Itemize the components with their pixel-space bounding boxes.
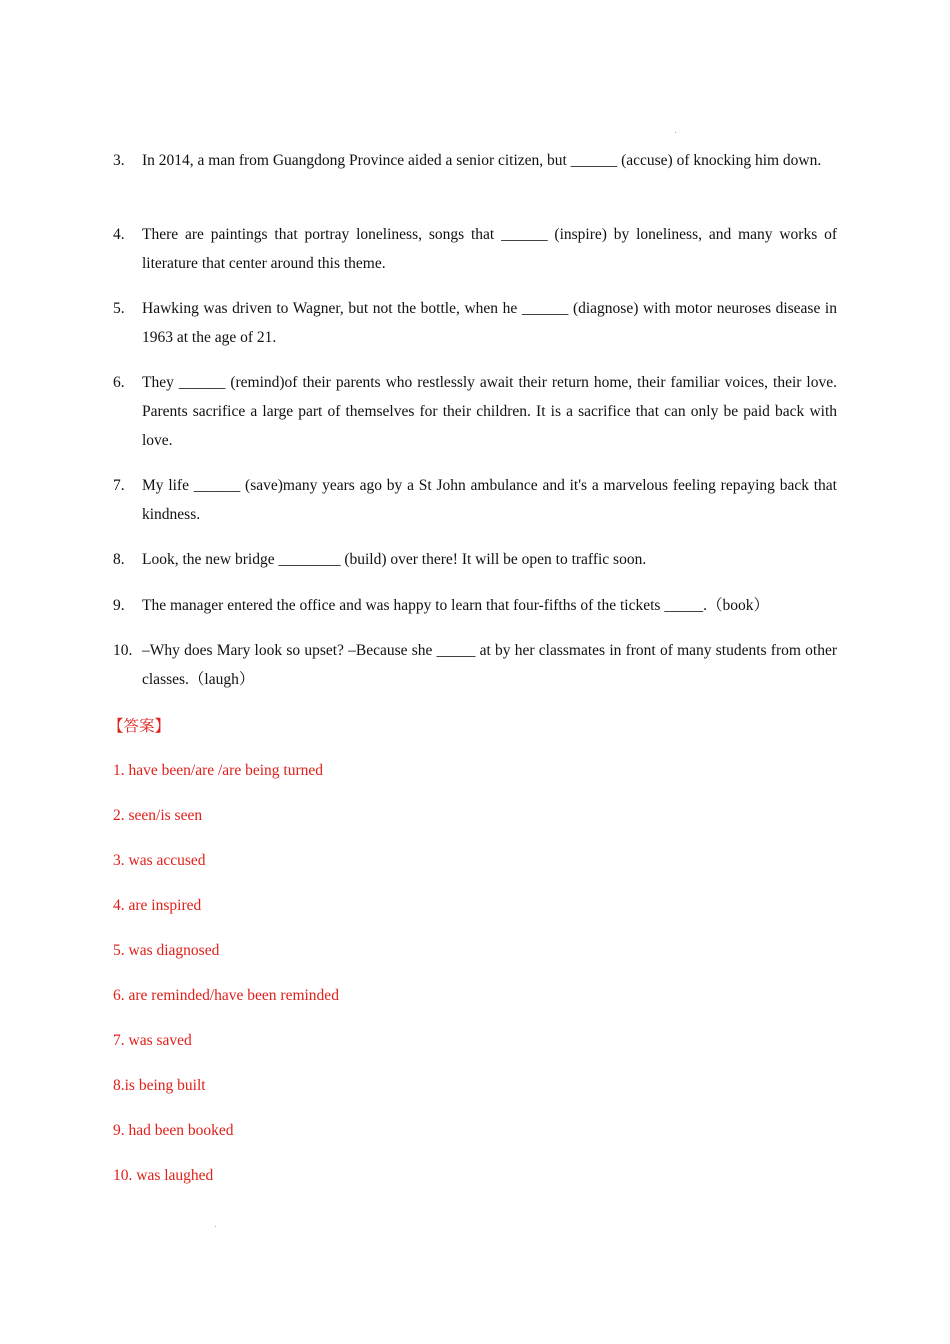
question-8 bbox=[113, 545, 837, 574]
question-5 bbox=[113, 294, 837, 352]
answer-item: 4. are inspired bbox=[113, 897, 202, 914]
answer-item: 6. are reminded/have been reminded bbox=[113, 987, 339, 1004]
question-6 bbox=[113, 368, 837, 455]
question-3 bbox=[113, 146, 837, 175]
answer-item: 3. was accused bbox=[113, 852, 206, 869]
question-text: Look, the new bridge ________ (build) over there! It will be open to traffic soon. bbox=[142, 551, 647, 568]
answer-item: 2. seen/is seen bbox=[113, 807, 203, 824]
question-number: 5. bbox=[113, 300, 125, 317]
question-text: Hawking was driven to Wagner, but not the bottle, when he ______ (diagnose) with motor neuroses disease in 1963 at the age of 21. bbox=[142, 300, 837, 346]
question-text: My life ______ (save)many years ago by a St John ambulance and it's a marvelous feeling repaying back that kindness. bbox=[142, 477, 837, 523]
question-7 bbox=[113, 471, 837, 529]
page-mark bbox=[215, 1226, 216, 1227]
answer-heading: 【答案】 bbox=[108, 718, 171, 735]
question-4 bbox=[113, 220, 837, 278]
question-number: 6. bbox=[113, 374, 125, 391]
question-number: 10. bbox=[113, 642, 133, 659]
question-9 bbox=[113, 591, 837, 620]
question-number: 7. bbox=[113, 477, 125, 494]
answer-item: 10. was laughed bbox=[113, 1167, 214, 1184]
question-number: 8. bbox=[113, 551, 125, 568]
question-number: 4. bbox=[113, 226, 125, 243]
answer-item: 9. had been booked bbox=[113, 1122, 234, 1139]
answer-item: 7. was saved bbox=[113, 1032, 192, 1049]
question-text: In 2014, a man from Guangdong Province aided a senior citizen, but ______ (accuse) of knocking him down. bbox=[142, 152, 822, 169]
page-mark bbox=[675, 132, 676, 133]
question-10 bbox=[113, 636, 837, 694]
answer-item: 8.is being built bbox=[113, 1077, 206, 1094]
question-text: The manager entered the office and was happy to learn that four-fifths of the tickets _____.（book） bbox=[142, 597, 769, 614]
answer-item: 5. was diagnosed bbox=[113, 942, 220, 959]
question-number: 3. bbox=[113, 152, 125, 169]
question-text: –Why does Mary look so upset? –Because she _____ at by her classmates in front of many students from other classes.（laugh） bbox=[142, 642, 837, 688]
answer-item: 1. have been/are /are being turned bbox=[113, 762, 324, 779]
question-text: There are paintings that portray loneliness, songs that ______ (inspire) by loneliness, and many works of literature that center around this theme. bbox=[142, 226, 837, 272]
question-text: They ______ (remind)of their parents who restlessly await their return home, their familiar voices, their love. Parents sacrifice a large part of themselves for their children. It is a sacrifice that can only be paid back with love. bbox=[142, 374, 837, 449]
question-number: 9. bbox=[113, 597, 125, 614]
